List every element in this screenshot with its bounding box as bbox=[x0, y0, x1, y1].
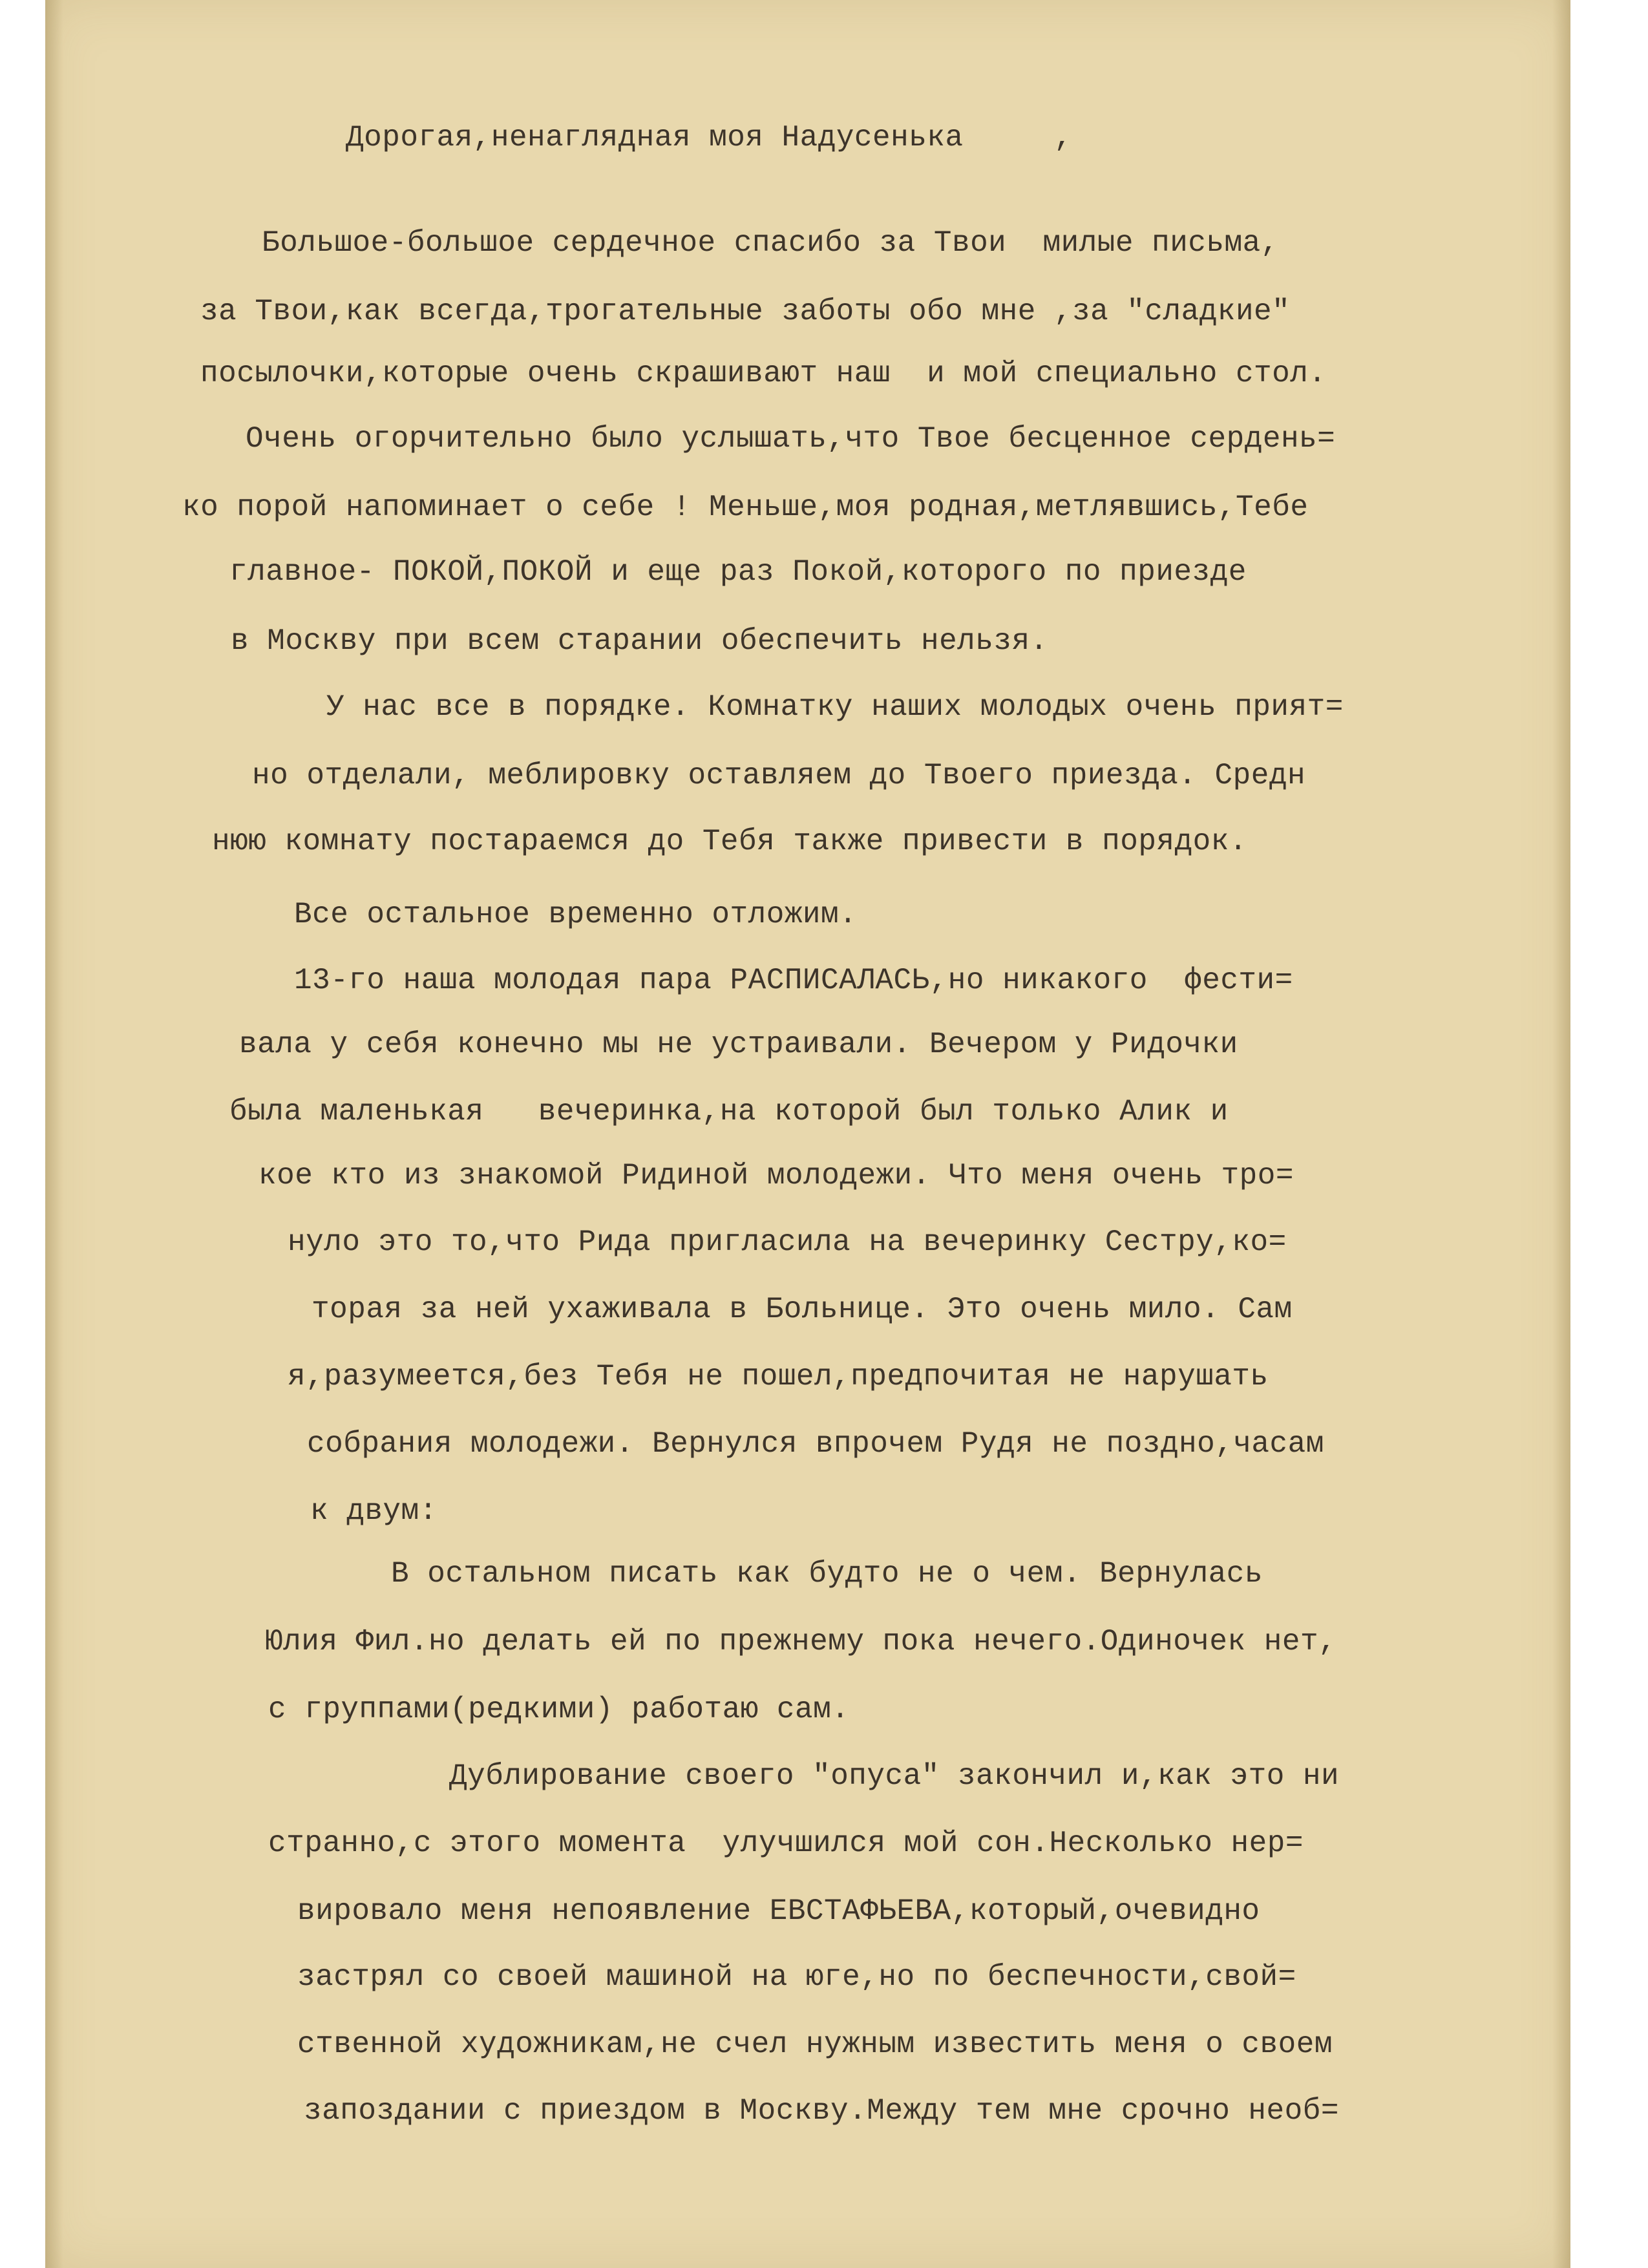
letter-line: 13-го наша молодая пара РАСПИСАЛАСЬ,но никакого фести= bbox=[294, 964, 1293, 997]
letter-line: нюю комнату постараемся до Тебя также привести в порядок. bbox=[212, 825, 1247, 858]
letter-line: застрял со своей машиной на юге,но по беспечности,свой= bbox=[297, 1960, 1296, 1994]
letter-line: в Москву при всем старании обеспечить нельзя. bbox=[231, 624, 1048, 658]
letter-line: ственной художникам,не счел нужным известить меня о своем bbox=[297, 2028, 1333, 2061]
letter-line: ко порой напоминает о себе ! Меньше,моя родная,метлявшись,Тебе bbox=[182, 491, 1309, 524]
paper-sheet bbox=[45, 0, 1570, 2268]
letter-line: была маленькая вечеринка,на которой был только Алик и bbox=[229, 1095, 1229, 1129]
letter-line: с группами(редкими) работаю сам. bbox=[268, 1693, 850, 1726]
letter-line: торая за ней ухаживала в Больнице. Это очень мило. Сам bbox=[312, 1293, 1293, 1326]
letter-line: Все остальное временно отложим. bbox=[294, 898, 858, 931]
letter-line: Дублирование своего "опуса" закончил и,как это ни bbox=[449, 1759, 1340, 1793]
letter-line: нуло это то,что Рида пригласила на вечеринку Сестру,ко= bbox=[288, 1225, 1287, 1259]
letter-line: Большое-большое сердечное спасибо за Твои милые письма, bbox=[262, 226, 1279, 260]
letter-line: главное- ПОКОЙ,ПОКОЙ и еще раз Покой,которого по приезде bbox=[229, 555, 1247, 589]
paper-right-edge bbox=[1552, 0, 1570, 2268]
letter-line: вала у себя конечно мы не устраивали. Вечером у Ридочки bbox=[239, 1028, 1238, 1061]
letter-line: странно,с этого момента улучшился мой сон.Несколько нер= bbox=[268, 1827, 1304, 1860]
letter-line: я,разумеется,без Тебя не пошел,предпочитая не нарушать bbox=[288, 1360, 1269, 1394]
letter-line: В остальном писать как будто не о чем. Вернулась bbox=[391, 1557, 1263, 1591]
letter-line: запоздании с приездом в Москву.Между тем мне срочно необ= bbox=[304, 2094, 1339, 2128]
letter-line: вировало меня непоявление ЕВСТАФЬЕВА,который,очевидно bbox=[297, 1894, 1260, 1928]
letter-line: Очень огорчительно было услышать,что Твое бесценное сердень= bbox=[246, 422, 1336, 456]
letter-line: за Твои,как всегда,трогательные заботы обо мне ,за "сладкие" bbox=[200, 295, 1291, 328]
letter-line: Юлия Фил.но делать ей по прежнему пока нечего.Одиночек нет, bbox=[265, 1625, 1337, 1659]
letter-line: У нас все в порядке. Комнатку наших молодых очень прият= bbox=[326, 690, 1344, 724]
letter-line: кое кто из знакомой Ридиной молодежи. Что меня очень тро= bbox=[259, 1159, 1294, 1192]
letter-line: посылочки,которые очень скрашивают наш и мой специально стол. bbox=[200, 357, 1327, 390]
paper-left-edge bbox=[45, 0, 63, 2268]
letter-line: к двум: bbox=[310, 1494, 438, 1528]
letter-salutation: Дорогая,ненаглядная моя Надусенька , bbox=[346, 121, 1073, 154]
letter-line: но отделали, меблировку оставляем до Твоего приезда. Средн bbox=[252, 759, 1306, 792]
letter-line: собрания молодежи. Вернулся впрочем Рудя не поздно,часам bbox=[307, 1427, 1324, 1461]
